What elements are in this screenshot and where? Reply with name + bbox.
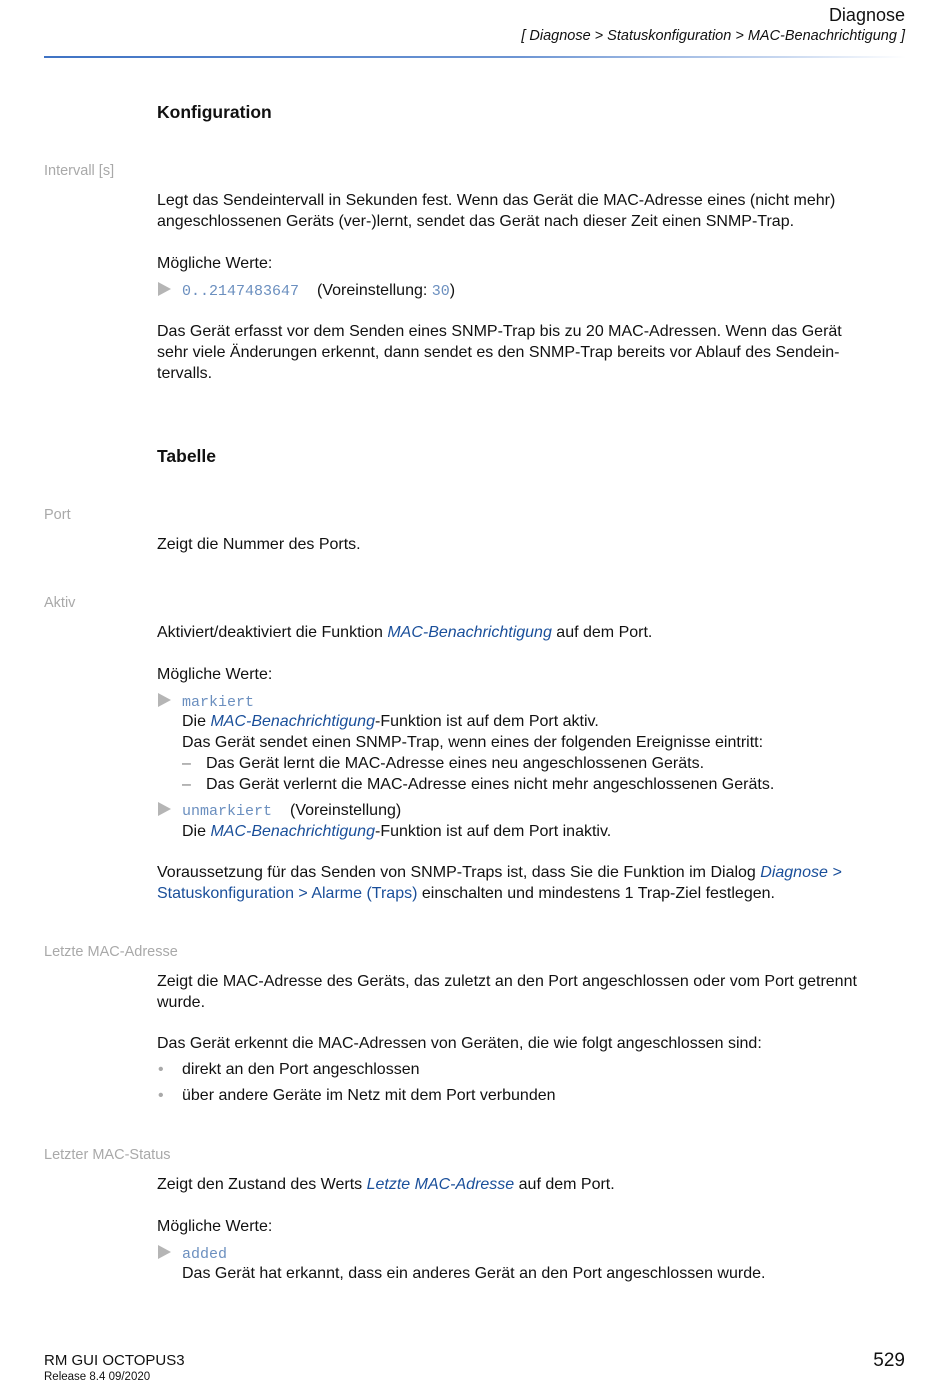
aktiv-opt2-line1-suffix: -Funktion ist auf dem Port inaktiv. — [374, 823, 612, 840]
aktiv-desc-suffix: auf dem Port. — [551, 624, 653, 641]
aktiv-opt1-value-row — [182, 691, 907, 713]
dash-marker: – — [182, 776, 191, 793]
last-status-possible-values: Mögliche Werte: — [157, 1218, 273, 1235]
param-label-port: Port — [44, 507, 71, 523]
page-number: 529 — [873, 1350, 905, 1371]
intervall-value-row — [182, 280, 907, 302]
param-label-aktiv: Aktiv — [44, 595, 76, 611]
letzte-mac-adresse-link[interactable]: Letzte MAC-Adresse — [366, 1176, 515, 1193]
aktiv-desc-prefix: Aktiviert/deaktiviert die Funktion — [157, 624, 388, 641]
page-header-title: Diagnose — [828, 5, 905, 25]
intervall-default-value: 30 — [431, 283, 450, 300]
param-label-last-status: Letzter MAC-Status — [44, 1147, 171, 1163]
mac-benachrichtigung-link[interactable]: MAC-Benachrichtigung — [210, 823, 375, 840]
last-mac-desc-line1: Zeigt die MAC-Adresse des Geräts, das zuletzt an den Port angeschlossen oder vom Port getrennt — [157, 973, 857, 990]
intervall-possible-values: Mögliche Werte: — [157, 255, 273, 272]
intervall-desc-line1: Legt das Sendeintervall in Sekunden fest. Wenn das Gerät die MAC-Adresse eines (nicht mehr) — [157, 192, 836, 209]
header-divider — [44, 56, 906, 58]
triangle-right-icon — [158, 802, 171, 816]
last-mac-bullet1: direkt an den Port angeschlossen — [182, 1061, 420, 1078]
intervall-note-line1: Das Gerät erfasst vor dem Senden eines SNMP-Trap bis zu 20 MAC-Adressen. Wenn das Gerät — [157, 323, 842, 340]
aktiv-opt1-line1 — [182, 711, 907, 732]
last-mac-bullet2: über andere Geräte im Netz mit dem Port verbunden — [182, 1087, 556, 1104]
bullet-marker: • — [158, 1061, 164, 1078]
intervall-default-suffix: ) — [449, 282, 456, 299]
footer-release: Release 8.4 09/2020 — [44, 1371, 151, 1383]
intervall-desc-line2: angeschlossenen Geräts (ver-)lernt, sendet das Gerät nach dieser Zeit einen SNMP-Trap. — [157, 213, 795, 230]
mac-benachrichtigung-link[interactable]: MAC-Benachrichtigung — [210, 713, 375, 730]
aktiv-opt1-dash1: Das Gerät lernt die MAC-Adresse eines neu angeschlossenen Geräts. — [206, 755, 705, 772]
intervall-default-prefix: (Voreinstellung: — [317, 282, 432, 299]
diagnose-link[interactable]: Diagnose > — [760, 864, 842, 881]
aktiv-opt2-value: unmarkiert — [182, 803, 273, 820]
last-status-opt1-value: added — [182, 1246, 228, 1263]
last-status-opt1-desc: Das Gerät hat erkannt, dass ein anderes Gerät an den Port angeschlossen wurde. — [182, 1265, 766, 1282]
intervall-range-value: 0..2147483647 — [182, 283, 300, 300]
last-mac-detect-line: Das Gerät erkennt die MAC-Adressen von Geräten, die wie folgt angeschlossen sind: — [157, 1035, 762, 1052]
aktiv-req-suffix: einschalten und mindestens 1 Trap-Ziel festlegen. — [417, 885, 775, 902]
triangle-right-icon — [158, 693, 171, 707]
alarme-traps-link[interactable] — [157, 885, 417, 902]
intervall-note-line2: sehr viele Änderungen erkennt, dann sendet es den SNMP-Trap bereits vor Ablauf des Sendein- — [157, 344, 840, 361]
aktiv-requirement-line2 — [157, 883, 907, 904]
aktiv-requirement-line1 — [157, 862, 907, 883]
aktiv-possible-values: Mögliche Werte: — [157, 666, 273, 683]
mac-benachrichtigung-link[interactable]: MAC-Benachrichtigung — [387, 624, 552, 641]
dash-marker: – — [182, 755, 191, 772]
aktiv-opt2-value-row — [182, 800, 907, 822]
last-status-desc-prefix: Zeigt den Zustand des Werts — [157, 1176, 367, 1193]
section-heading-konfiguration: Konfiguration — [157, 102, 272, 122]
last-status-desc-suffix: auf dem Port. — [514, 1176, 615, 1193]
triangle-right-icon — [158, 282, 171, 296]
last-mac-desc-line2: wurde. — [157, 994, 206, 1011]
bullet-marker: • — [158, 1087, 164, 1104]
aktiv-desc — [157, 622, 907, 643]
last-status-opt1-value-row — [182, 1243, 907, 1265]
aktiv-opt1-line1-suffix: -Funktion ist auf dem Port aktiv. — [374, 713, 599, 730]
section-heading-tabelle: Tabelle — [157, 446, 217, 466]
aktiv-opt2-default: (Voreinstellung) — [290, 802, 402, 819]
alarme-traps-link-text[interactable]: Statuskonfiguration > Alarme (Traps) — [157, 885, 418, 902]
aktiv-opt1-dash2: Das Gerät verlernt die MAC-Adresse eines nicht mehr angeschlossenen Geräts. — [206, 776, 775, 793]
aktiv-opt2-line1 — [182, 821, 907, 842]
port-desc: Zeigt die Nummer des Ports. — [157, 536, 361, 553]
last-status-desc — [157, 1174, 907, 1195]
aktiv-opt1-line2: Das Gerät sendet einen SNMP-Trap, wenn eines der folgenden Ereignisse eintritt: — [182, 734, 764, 751]
aktiv-opt2-line1-prefix: Die — [182, 823, 211, 840]
footer-doc-name: RM GUI OCTOPUS3 — [44, 1352, 185, 1369]
aktiv-opt1-line1-prefix: Die — [182, 713, 211, 730]
aktiv-req-prefix: Voraussetzung für das Senden von SNMP-Traps ist, dass Sie die Funktion im Dialog — [157, 864, 761, 881]
aktiv-opt1-value: markiert — [182, 694, 255, 711]
breadcrumb: [ Diagnose > Statuskonfiguration > MAC-Benachrichtigung ] — [521, 28, 905, 44]
triangle-right-icon — [158, 1245, 171, 1259]
param-label-last-mac: Letzte MAC-Adresse — [44, 944, 178, 960]
intervall-note-line3: tervalls. — [157, 365, 213, 382]
param-label-intervall: Intervall [s] — [44, 163, 115, 179]
